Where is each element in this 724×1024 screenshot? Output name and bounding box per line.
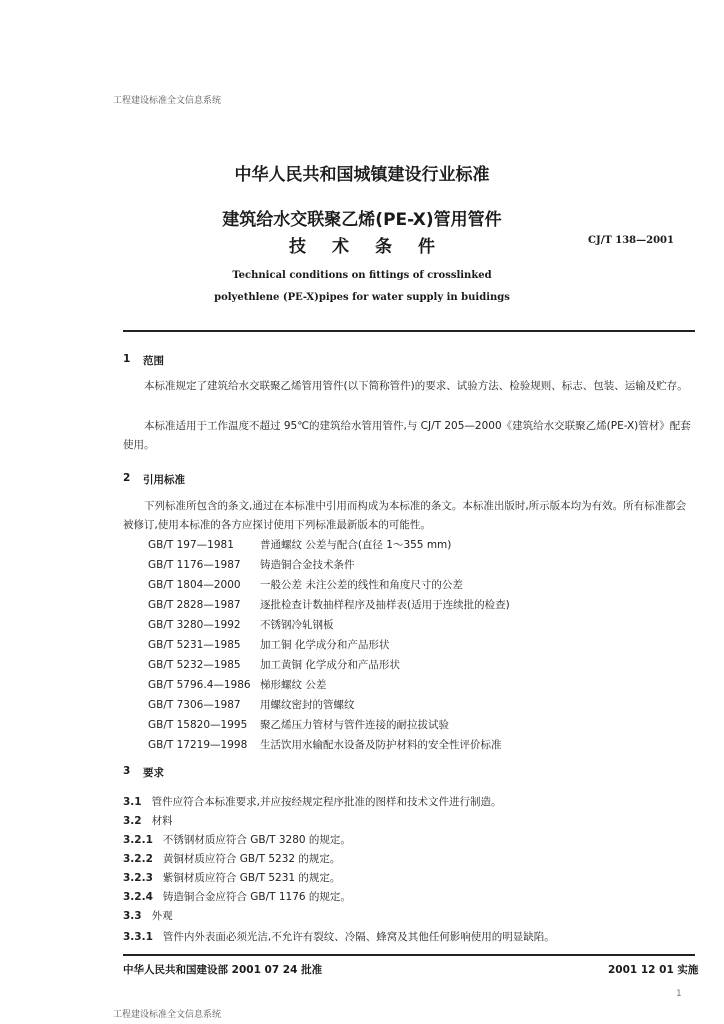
reference-item — [148, 537, 451, 552]
clause-text: 不锈钢材质应符合 GB/T 3280 的规定。 — [162, 834, 351, 846]
reference-title: 生活饮用水输配水设备及防护材料的安全性评价标准 — [260, 739, 502, 751]
clause — [123, 851, 340, 866]
approval-note: 中华人民共和国建设部 2001 07 24 批准 — [123, 964, 323, 976]
clause-number: 3.2.1 — [123, 834, 153, 846]
reference-title: 一般公差 未注公差的线性和角度尺寸的公差 — [260, 579, 463, 591]
reference-title: 加工黄铜 化学成分和产品形状 — [260, 659, 400, 671]
reference-item — [148, 677, 326, 692]
section-1-number: 1 — [123, 353, 131, 365]
section-3-number: 3 — [123, 765, 131, 777]
clause — [123, 908, 173, 923]
clause-text: 管件内外表面必须光洁,不允许有裂纹、冷隔、蜂窝及其他任何影响使用的明显缺陷。 — [162, 931, 555, 943]
reference-title: 梯形螺纹 公差 — [260, 679, 327, 691]
clause — [123, 813, 173, 828]
clause-number: 3.1 — [123, 796, 142, 808]
reference-code: GB/T 17219—1998 — [148, 739, 248, 751]
reference-title: 聚乙烯压力管材与管件连接的耐拉拔试验 — [260, 719, 449, 731]
reference-item — [148, 737, 502, 752]
reference-item — [148, 657, 400, 672]
clause — [123, 794, 501, 809]
reference-item — [148, 717, 449, 732]
scope-paragraph-1: 本标准规定了建筑给水交联聚乙烯管用管件(以下简称管件)的要求、试验方法、检验规则、标志、包装、运输及贮存。 — [144, 380, 688, 392]
clause — [123, 889, 351, 904]
clause-number: 3.2.3 — [123, 872, 153, 884]
section-2-number: 2 — [123, 472, 131, 484]
clause-number: 3.3.1 — [123, 931, 153, 943]
reference-item — [148, 597, 510, 612]
clause-text: 紫铜材质应符合 GB/T 5231 的规定。 — [162, 872, 341, 884]
reference-item — [148, 557, 355, 572]
clause-number: 3.3 — [123, 910, 142, 922]
scope-paragraph-2: 本标准适用于工作温度不超过 95℃的建筑给水管用管件,与 CJ/T 205—2000《建筑给水交联聚乙烯(PE-X)管材》配套使用。 — [123, 420, 691, 451]
clause — [123, 929, 555, 944]
reference-title: 不锈钢冷轧钢板 — [260, 619, 334, 631]
reference-title: 用螺纹密封的管螺纹 — [260, 699, 355, 711]
section-1-heading: 范围 — [143, 355, 164, 367]
reference-code: GB/T 5796.4—1986 — [148, 679, 251, 691]
reference-code: GB/T 7306—1987 — [148, 699, 241, 711]
clause-number: 3.2 — [123, 815, 142, 827]
english-title-line1: Technical conditions on fittings of crosslinked — [232, 270, 492, 281]
issuer-title: 中华人民共和国城镇建设行业标准 — [234, 165, 490, 185]
bottom-divider — [123, 954, 695, 956]
clause-number: 3.2.2 — [123, 853, 153, 865]
clause-text: 黄铜材质应符合 GB/T 5232 的规定。 — [162, 853, 341, 865]
reference-code: GB/T 5231—1985 — [148, 639, 241, 651]
reference-item — [148, 577, 463, 592]
clause-text: 管件应符合本标准要求,并应按经规定程序批准的图样和技术文件进行制造。 — [151, 796, 502, 808]
standard-title: 建筑给水交联聚乙烯(PE-X)管用管件 — [222, 210, 502, 230]
references-intro: 下列标准所包含的条文,通过在本标准中引用而构成为本标准的条文。本标准出版时,所示版本均为有效。所有标准都会被修订,使用本标准的各方应探讨使用下列标准最新版本的可能性。 — [123, 500, 687, 531]
top-divider — [123, 330, 695, 332]
clause — [123, 870, 340, 885]
clause-text: 铸造铜合金应符合 GB/T 1176 的规定。 — [162, 891, 351, 903]
reference-item — [148, 697, 355, 712]
header-system-name: 工程建设标准全文信息系统 — [113, 96, 222, 106]
section-2-heading: 引用标准 — [143, 474, 185, 486]
reference-title: 普通螺纹 公差与配合(直径 1～355 mm) — [260, 539, 452, 551]
reference-code: GB/T 197—1981 — [148, 539, 234, 551]
english-title-line2: polyethlene (PE-X)pipes for water supply in buidings — [214, 292, 510, 303]
clause-text: 外观 — [151, 910, 173, 922]
reference-code: GB/T 5232—1985 — [148, 659, 241, 671]
clause — [123, 832, 351, 847]
footer-system-name: 工程建设标准全文信息系统 — [113, 1010, 222, 1020]
reference-title: 加工铜 化学成分和产品形状 — [260, 639, 390, 651]
reference-title: 逐批检查计数抽样程序及抽样表(适用于连续批的检查) — [260, 599, 510, 611]
reference-code: GB/T 1176—1987 — [148, 559, 241, 571]
reference-title: 铸造铜合金技术条件 — [260, 559, 355, 571]
page-number: 1 — [676, 989, 682, 999]
reference-code: GB/T 15820—1995 — [148, 719, 248, 731]
standard-code: CJ/T 138—2001 — [588, 235, 674, 246]
clause-number: 3.2.4 — [123, 891, 153, 903]
clause-text: 材料 — [151, 815, 173, 827]
section-3-heading: 要求 — [143, 767, 164, 779]
reference-code: GB/T 3280—1992 — [148, 619, 241, 631]
standard-subtitle: 技术条件 — [289, 237, 461, 257]
reference-code: GB/T 1804—2000 — [148, 579, 241, 591]
implementation-note: 2001 12 01 实施 — [608, 964, 699, 976]
reference-code: GB/T 2828—1987 — [148, 599, 241, 611]
reference-item — [148, 617, 334, 632]
reference-item — [148, 637, 389, 652]
